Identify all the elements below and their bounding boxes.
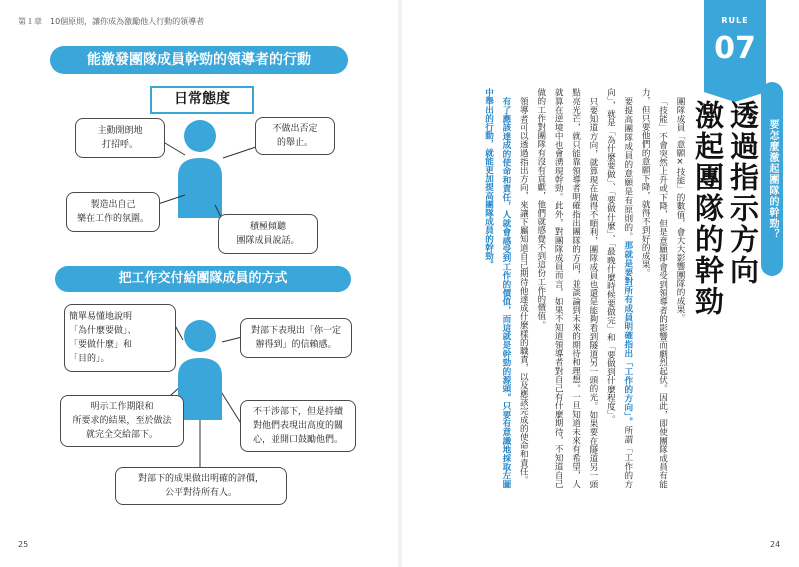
paragraph-2-intro: 要提高團隊成員的意願是有原則的。: [622, 96, 633, 241]
running-head: 第１章 10個原則，讓你成為激勵他人行動的領導者: [18, 17, 205, 26]
title-line-1: 透過指示方向: [726, 100, 760, 286]
rule-tag: [704, 0, 766, 92]
bubble-evaluate-fairly: 對部下的成果做出明確的評價， 公平對待所有人。: [115, 467, 287, 505]
paragraph-5-highlight-2: 只要有意識地採取左圖中舉出的行動，就能更加提高團隊成員的幹勁。: [483, 88, 511, 488]
bubble-explain-why-what-purpose: 簡單易懂地說明 「為什麼要做」、 「要做什麼」和 「目的」。: [64, 304, 176, 372]
paragraph-5-highlight-1: 有了應該達成的使命和責任，人就會感受到工作的價值，而這就是幹勁的源頭。: [500, 96, 511, 402]
paragraph-3: 只要知道方向，就算現在做得不順利，團隊成員也還是能夠看到隧道另一頭的光。如果要在隧道另一頭點亮光芒，就只能靠領導者明確指出團隊的方向，並談論到未來的期待和理想。一旦知道未來有希望，人就算在逆境中也會湧現幹勁。此外，對團隊成員而言，如果不知道領導者對自己有什麼期待，不知道自己做的工作對團隊有沒有貢獻，他們就感覺不到這份工作的價值。: [535, 88, 598, 488]
paragraph-2-detail: 所謂「工作的方向」，就是「為什麼要做」、「要做什麼」、「最晚什麼時候要做完」和「要做到什麼程度」。: [605, 88, 633, 488]
paragraph-1b: 「技能」不會突然上升或下降，但是意願卻會受到領導者的影響而劇烈起伏。因此，即使團隊成員有能力，但只要他們的意願下降，就得不到好的成果。: [640, 88, 668, 488]
paragraph-2: [601, 88, 636, 488]
section-daily-attitude: 日常態度: [150, 86, 254, 114]
paragraph-4: 領導者可以透過指出方向，來讓下屬知道自己期待他達成什麼樣的職責，以及應該完成的使命和責任。: [518, 96, 529, 484]
bubble-no-interfere-encourage: 不干涉部下，但是持續 對他們表現出高度的關 心，並開口鼓勵他們。: [240, 400, 356, 452]
book-gutter: [398, 0, 402, 567]
bubble-no-negative-attitude: 不做出否定 的舉止。: [255, 117, 335, 155]
paragraph-1a: 團隊成員「意願×技能」的數值，會大大影響團隊的成果。: [675, 96, 685, 322]
banner-delegate: 把工作交付給團隊成員的方式: [55, 266, 351, 292]
rule-number: 07: [714, 31, 756, 66]
bubble-enjoy-work-atmosphere: 製造出自己 樂在工作的氛圍。: [66, 192, 160, 232]
page-number-right: 24: [770, 540, 781, 549]
bubble-show-trust: 對部下表現出「你一定 辦得到」的信賴感。: [240, 318, 352, 358]
paragraph-2-highlight: 那就是要對所有成員明確指出「工作的方向」。: [622, 240, 633, 426]
bubble-cheerful-greeting: 主動開朗地 打招呼。: [75, 118, 165, 158]
bubble-set-deadline-results: 明示工作期限和 所要求的結果，至於做法 就完全交給部下。: [60, 395, 184, 447]
paragraph-5: [479, 88, 514, 488]
banner-main: 能激發團隊成員幹勁的領導者的行動: [50, 46, 348, 74]
bubble-listen-actively: 積極傾聽 團隊成員說話。: [218, 214, 318, 254]
body-text: [440, 88, 688, 488]
side-question-label: 要怎麼激起團隊的幹勁？: [761, 82, 783, 276]
page-number-left: 25: [18, 540, 29, 549]
rule-word: RULE: [721, 16, 749, 25]
title-line-2: 激起團隊的幹勁: [691, 100, 725, 317]
